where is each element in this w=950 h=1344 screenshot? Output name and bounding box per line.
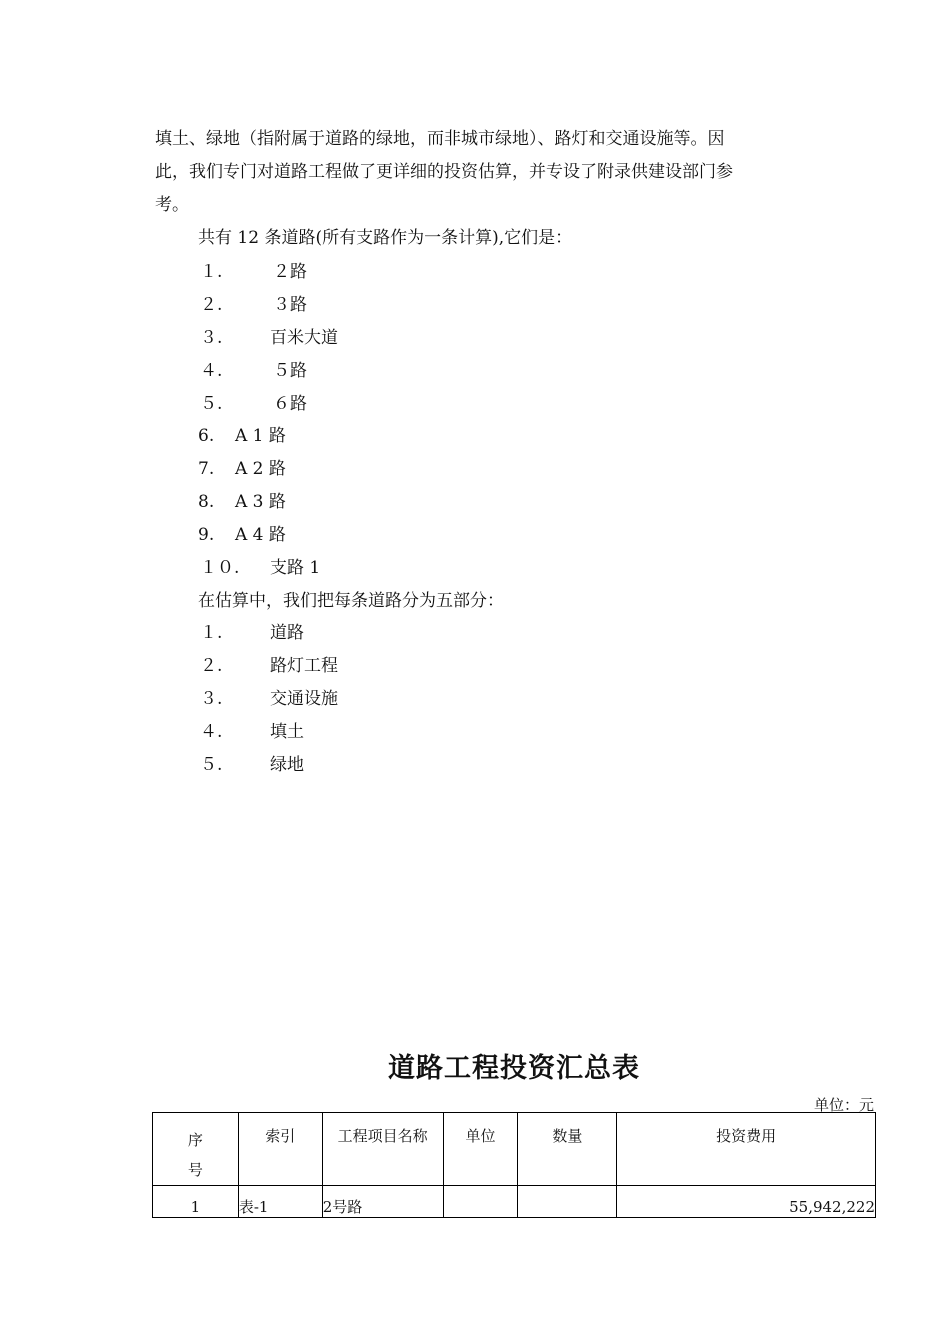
- unit-note: 单位：元: [813, 1096, 874, 1114]
- list-text: 道路: [270, 623, 304, 643]
- list-text: 百米大道: [270, 328, 338, 348]
- intro-line: 此，我们专门对道路工程做了更详细的投资估算，并专设了附录供建设部门参: [155, 162, 733, 182]
- parts-intro: 在估算中，我们把每条道路分为五部分：: [198, 591, 504, 611]
- list-text: A 3 路: [235, 492, 286, 512]
- list-text: 绿地: [270, 755, 304, 775]
- intro-paragraph: [155, 123, 815, 255]
- list-number: ３.: [200, 328, 223, 348]
- table-row: [153, 1186, 876, 1218]
- list-text: A 1 路: [235, 426, 286, 446]
- list-text: ５路: [273, 361, 307, 381]
- cell-seq: 1: [153, 1186, 239, 1218]
- intro-line: 填土、绿地（指附属于道路的绿地，而非城市绿地）、路灯和交通设施等。因: [155, 129, 725, 149]
- cell-name: 2号路: [322, 1186, 443, 1218]
- list-number: 6.: [198, 426, 215, 446]
- list-number: ２.: [200, 295, 223, 315]
- header-unit: 单位: [443, 1113, 518, 1186]
- header-seq-top: 序: [187, 1131, 203, 1149]
- list-number: 9.: [198, 525, 215, 545]
- investment-summary-table: [152, 1112, 876, 1218]
- cell-quantity: [518, 1186, 617, 1218]
- list-text: A 4 路: [235, 525, 286, 545]
- roads-intro: 共有 12 条道路(所有支路作为一条计算),它们是：: [198, 228, 573, 248]
- header-name: 工程项目名称: [322, 1113, 443, 1186]
- cell-cost: 55,942,222: [617, 1186, 876, 1218]
- header-seq: [153, 1113, 239, 1186]
- table-header-row: [153, 1113, 876, 1186]
- header-quantity: 数量: [518, 1113, 617, 1186]
- list-text: 填土: [270, 722, 304, 742]
- list-number: 7.: [198, 459, 215, 479]
- list-text: 路灯工程: [270, 656, 338, 676]
- list-number: １.: [200, 623, 223, 643]
- table-title: 道路工程投资汇总表: [388, 1053, 640, 1084]
- list-text: ３路: [273, 295, 307, 315]
- list-number: ５.: [200, 394, 223, 414]
- list-number: 8.: [198, 492, 215, 512]
- list-text: 交通设施: [270, 689, 338, 709]
- cell-unit: [443, 1186, 518, 1218]
- list-number: １０.: [200, 558, 240, 578]
- list-text: ２路: [273, 262, 307, 282]
- list-text: A 2 路: [235, 459, 286, 479]
- list-number: ２.: [200, 656, 223, 676]
- list-number: ３.: [200, 689, 223, 709]
- intro-line: 考。: [155, 195, 189, 215]
- list-number: ４.: [200, 361, 223, 381]
- list-number: １.: [200, 262, 223, 282]
- header-cost: 投资费用: [617, 1113, 876, 1186]
- header-index: 索引: [238, 1113, 322, 1186]
- cell-index: 表-1: [238, 1186, 322, 1218]
- list-text: 支路 1: [270, 558, 321, 578]
- list-number: ５.: [200, 755, 223, 775]
- list-number: ４.: [200, 722, 223, 742]
- list-text: ６路: [273, 394, 307, 414]
- header-seq-bottom: 号: [187, 1161, 203, 1179]
